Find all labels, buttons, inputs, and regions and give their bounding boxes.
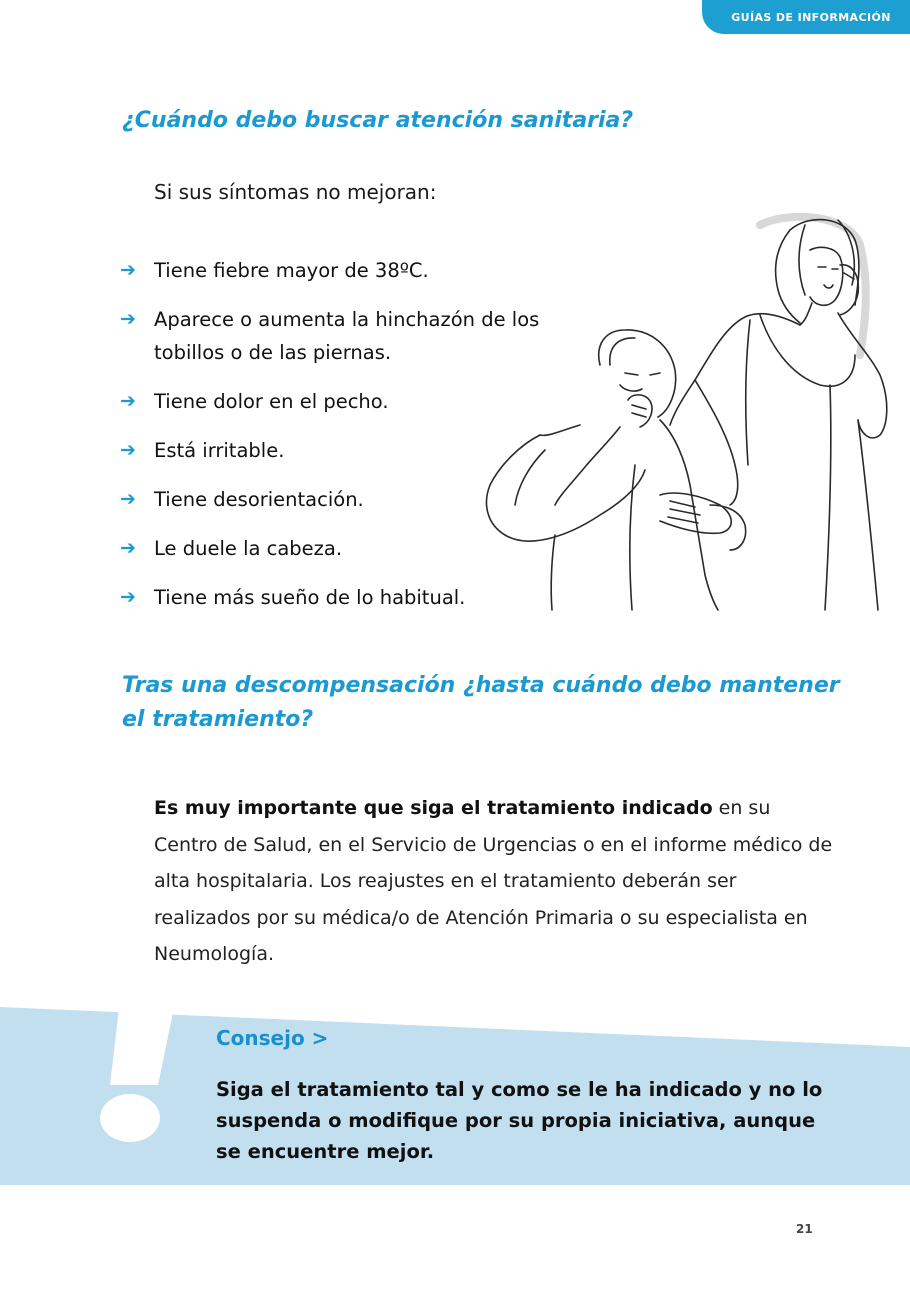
treatment-paragraph — [154, 790, 834, 973]
list-item-text: Aparece o aumenta la hinchazón de los tobillos o de las piernas. — [154, 308, 540, 364]
intro-text: Si sus síntomas no mejoran: — [154, 180, 437, 204]
header-tab-label: GUÍAS DE INFORMACIÓN — [731, 10, 891, 24]
list-item-text: Tiene fiebre mayor de 38ºC. — [154, 259, 429, 282]
tip-title: Consejo > — [216, 1026, 329, 1050]
arrow-right-icon: ➔ — [120, 488, 136, 510]
tip-text: Siga el tratamiento tal y como se le ha indicado y no lo suspenda o modifique por su propia iniciativa, aunque se encuentre mejor. — [216, 1078, 823, 1163]
illustration-patient-and-caregiver — [460, 205, 910, 615]
paragraph-rest: en su Centro de Salud, en el Servicio de Urgencias o en el informe médico de alta hospitalaria. Los reajustes en el tratamiento deberán ser realizados por su médica/o de Atención Primaria o su especialista en Neumología. — [154, 797, 833, 965]
page-number: 21 — [796, 1222, 813, 1236]
list-item-text: Tiene desorientación. — [154, 488, 364, 511]
arrow-right-icon: ➔ — [120, 390, 136, 412]
header-tab — [702, 0, 910, 34]
arrow-right-icon: ➔ — [120, 537, 136, 559]
list-item-text: Está irritable. — [154, 439, 285, 462]
section-heading-treatment-duration: Tras una descompensación ¿hasta cuándo debo mantener el tratamiento? — [122, 673, 840, 732]
arrow-right-icon: ➔ — [120, 439, 136, 461]
arrow-right-icon: ➔ — [120, 259, 136, 281]
arrow-right-icon: ➔ — [120, 308, 136, 330]
list-item-text: Le duele la cabeza. — [154, 537, 343, 560]
arrow-right-icon: ➔ — [120, 586, 136, 608]
list-item-text: Tiene dolor en el pecho. — [154, 390, 389, 413]
list-item-text: Tiene más sueño de lo habitual. — [154, 586, 466, 609]
section-heading-when-seek-care: ¿Cuándo debo buscar atención sanitaria? — [122, 108, 634, 133]
paragraph-bold-lead: Es muy importante que siga el tratamiento indicado — [154, 797, 713, 819]
